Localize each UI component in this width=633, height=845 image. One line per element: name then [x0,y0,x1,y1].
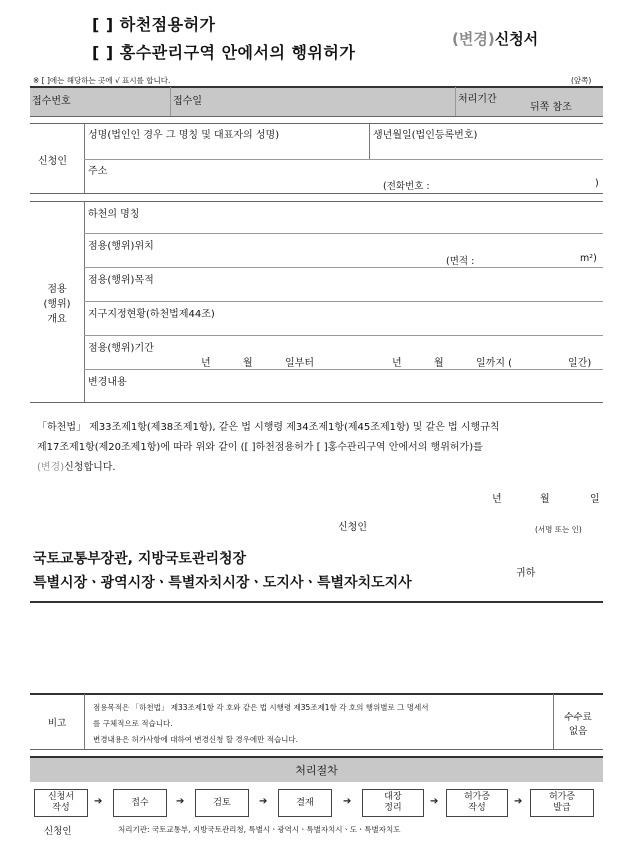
declaration-apply: 신청합니다. [64,462,116,473]
processing-period-value: 뒤쪽 참조 [530,102,572,113]
rule [30,402,603,403]
rule [30,693,603,695]
remarks-line-3: 변경내용은 허가사항에 대하여 변경신청 할 경우에만 적습니다. [93,735,299,744]
date-year: 년 [492,494,502,505]
area-unit: m²) [580,253,597,264]
phone-close: ) [595,178,599,189]
address-field-label: 주소 [88,166,108,177]
rule [30,86,603,88]
river-name-label: 하천의 명칭 [88,209,140,220]
rule [30,123,603,124]
rule [30,193,603,194]
procedure-step-6 [446,789,508,817]
step-1-line-2: 작성 [52,803,70,813]
rule [30,116,603,117]
divider [170,87,171,116]
period-from: 일부터 [285,358,314,369]
rule [84,267,603,268]
step-3-line-1: 검토 [213,797,231,808]
period-month-1: 월 [243,358,253,369]
rule [30,749,603,750]
divider [455,87,456,116]
procedure-step-1 [34,789,88,817]
procedure-step-4 [278,789,332,817]
divider [84,694,85,749]
procedure-applicant-label: 신청인 [44,826,72,837]
change-content-label: 변경내용 [88,377,127,388]
declaration-line-1: 「하천법」 제33조제1항(제38조제1항), 같은 법 시행령 제34조제1항(제45조제1항) 및 같은 법 시행규칙 [37,422,500,433]
period-month-2: 월 [434,358,444,369]
rule [84,159,603,160]
step-1-line-1: 신청서 [47,792,75,802]
date-day: 일 [590,494,600,505]
step-5-line-2: 정리 [384,803,402,813]
period-until: 일까지 ( [476,358,513,369]
declaration-line-3 [37,458,116,473]
page-side-note: (앞쪽) [571,76,592,85]
step-5-line-1: 대장 [384,792,402,802]
check-note: ※ [ ]에는 해당하는 곳에 √ 표시를 합니다. [33,76,171,85]
signature-applicant-label: 신청인 [338,522,367,533]
step-6-line-1: 허가증 [463,792,491,802]
remarks-line-1: 점용목적은 「하천법」 제33조제1항 각 호와 같은 법 시행령 제35조제1항 각 호의 행위별로 그 명세서 [93,703,429,712]
step-4-line-1: 결재 [296,797,314,808]
procedure-title: 처리절차 [295,764,338,777]
arrow-icon: ➔ [176,796,185,807]
step-6-line-2: 작성 [468,803,486,813]
fee-label: 수수료 [564,712,592,723]
title-suffix [452,28,538,49]
step-2-line-1: 접수 [131,797,149,808]
recipient-line-1: 국토교통부장관, 지방국토관리청장 [33,551,247,567]
arrow-icon: ➔ [343,796,352,807]
rule [30,601,603,603]
overview-section-line-1: 점용 [47,284,67,295]
procedure-agency-label: 처리기관: 국토교통부, 지방국토관리청, 특별시ㆍ광역시ㆍ특별자치시ㆍ도ㆍ특별자치도 [118,825,401,834]
applicant-section-label: 신청인 [38,156,67,167]
receipt-row-band [30,86,603,116]
phone-label: (전화번호 : [383,181,430,192]
receipt-date-label: 접수일 [173,96,202,107]
title-line-1: [ ] 하천점용허가 [92,15,216,34]
area-label: (면적 : [446,256,475,267]
rule [30,201,603,202]
recipient-suffix: 귀하 [516,568,536,579]
procedure-step-7 [530,789,594,817]
zone-status-label: 지구지정현황(하천법제44조) [88,309,215,320]
rule [84,301,603,302]
overview-section-line-3: 개요 [47,314,67,325]
period-year-2: 년 [392,358,402,369]
title-line-2: [ ] 홍수관리구역 안에서의 행위허가 [92,43,356,62]
remarks-line-2: 를 구체적으로 적습니다. [93,719,173,728]
rule [30,756,603,758]
declaration-line-2: 제17조제1항(제20조제1항)에 따라 위와 같이 ([ ]하천점용허가 [ ]홍수관리구역 안에서의 행위허가)를 [37,442,483,453]
purpose-label: 점용(행위)목적 [88,275,154,286]
name-field-label: 성명(법인인 경우 그 명칭 및 대표자의 성명) [88,130,280,141]
declaration-change-gray: (변경) [37,462,65,473]
sign-or-seal-note: (서명 또는 인) [535,525,582,534]
procedure-step-2 [113,789,167,817]
location-label: 점용(행위)위치 [88,241,154,252]
arrow-icon: ➔ [430,796,439,807]
date-month: 월 [540,494,550,505]
rule [84,369,603,370]
receipt-number-label: 접수번호 [32,96,71,107]
step-7-line-1: 허가증 [548,792,576,802]
rule [84,233,603,234]
divider [369,123,370,159]
overview-section-line-2: (행위) [43,299,71,310]
step-7-line-2: 발급 [553,803,571,813]
procedure-step-5 [362,789,424,817]
birth-field-label: 생년월일(법인등록번호) [373,130,478,141]
arrow-icon: ➔ [514,796,523,807]
processing-period-label: 처리기간 [458,94,497,105]
arrow-icon: ➔ [259,796,268,807]
period-year-1: 년 [201,358,211,369]
period-label: 점용(행위)기간 [88,343,154,354]
rule [84,335,603,336]
period-days: 일간) [568,358,592,369]
fee-value: 없음 [568,726,588,737]
title-application: 신청서 [494,30,539,48]
procedure-step-3 [195,789,249,817]
remarks-label: 비고 [47,718,67,729]
recipient-line-2: 특별시장ㆍ광역시장ㆍ특별자치시장ㆍ도지사ㆍ특별자치도지사 [33,575,412,591]
divider [84,123,85,193]
arrow-icon: ➔ [94,796,103,807]
title-change-gray: (변경) [452,30,495,48]
